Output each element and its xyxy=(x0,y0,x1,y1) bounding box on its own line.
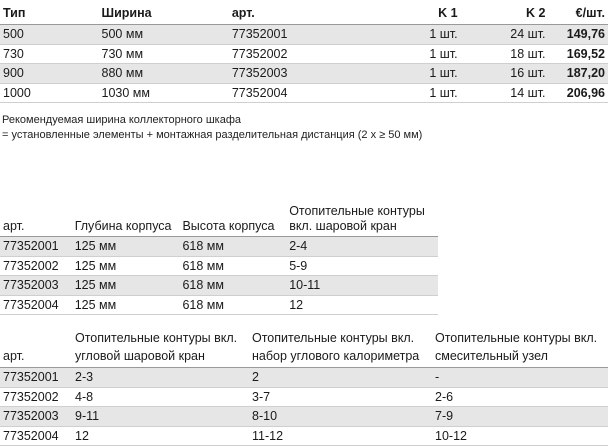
table-row xyxy=(0,426,608,446)
table-row xyxy=(0,237,438,257)
k1-cell: 1 шт. xyxy=(405,64,458,84)
height-cell: 618 мм xyxy=(182,295,289,315)
k2-cell: 24 шт. xyxy=(458,25,546,45)
dimensions-table-header xyxy=(0,204,438,237)
depth-cell: 125 мм xyxy=(75,276,183,296)
depth-cell: 125 мм xyxy=(75,237,183,257)
table-row xyxy=(0,83,608,103)
col-mixing-unit-header: Отопительные контуры вкл. смесительный узел xyxy=(435,329,608,368)
circuits-cell: 5-9 xyxy=(289,256,438,276)
price-cell: 206,96 xyxy=(545,83,608,103)
table-row xyxy=(0,276,438,296)
article-cell: 77352003 xyxy=(0,407,75,427)
col-type-header: Тип xyxy=(0,2,102,25)
k2-cell: 16 шт. xyxy=(458,64,546,84)
col-article-header: арт. xyxy=(0,329,75,368)
mixing-unit-cell: 7-9 xyxy=(435,407,608,427)
article-cell: 77352002 xyxy=(0,256,75,276)
circuits-cell: 12 xyxy=(289,295,438,315)
col-k2-header: K 2 xyxy=(458,2,546,25)
dimensions-table xyxy=(0,204,438,315)
angle-valve-cell: 4-8 xyxy=(75,387,252,407)
calorimeter-cell: 2 xyxy=(252,368,435,388)
price-table xyxy=(0,2,608,103)
article-cell: 77352002 xyxy=(232,44,405,64)
price-cell: 169,52 xyxy=(545,44,608,64)
table-row xyxy=(0,64,608,84)
col-article-header: арт. xyxy=(232,2,405,25)
table-row xyxy=(0,256,438,276)
col-calorimeter-header: Отопительные контуры вкл. набор углового калориметра xyxy=(252,329,435,368)
col-angle-ball-valve-header: Отопительные контуры вкл. угловой шаровой кран xyxy=(75,329,252,368)
article-cell: 77352001 xyxy=(0,237,75,257)
table-row xyxy=(0,44,608,64)
table-row xyxy=(0,295,438,315)
k1-cell: 1 шт. xyxy=(405,25,458,45)
table-row xyxy=(0,387,608,407)
table-row xyxy=(0,407,608,427)
article-cell: 77352004 xyxy=(232,83,405,103)
mixing-unit-cell: 2-6 xyxy=(435,387,608,407)
circuits-cell: 2-4 xyxy=(289,237,438,257)
width-note-formula: = установленные элементы + монтажная разделительная дистанция (2 x ≥ 50 мм) xyxy=(2,129,423,141)
article-cell: 77352001 xyxy=(232,25,405,45)
depth-cell: 125 мм xyxy=(75,256,183,276)
calorimeter-cell: 8-10 xyxy=(252,407,435,427)
angle-valve-cell: 12 xyxy=(75,426,252,446)
width-note-title: Рекомендуемая ширина коллекторного шкафа xyxy=(2,114,242,126)
depth-cell: 125 мм xyxy=(75,295,183,315)
k1-cell: 1 шт. xyxy=(405,83,458,103)
type-cell: 730 xyxy=(0,44,102,64)
k1-cell: 1 шт. xyxy=(405,44,458,64)
height-cell: 618 мм xyxy=(182,256,289,276)
col-width-header: Ширина xyxy=(102,2,232,25)
mixing-unit-cell: 10-12 xyxy=(435,426,608,446)
height-cell: 618 мм xyxy=(182,237,289,257)
width-cell: 1030 мм xyxy=(102,83,232,103)
article-cell: 77352003 xyxy=(0,276,75,296)
article-cell: 77352004 xyxy=(0,295,75,315)
circuits-table xyxy=(0,329,608,446)
article-cell: 77352003 xyxy=(232,64,405,84)
calorimeter-cell: 3-7 xyxy=(252,387,435,407)
calorimeter-cell: 11-12 xyxy=(252,426,435,446)
angle-valve-cell: 2-3 xyxy=(75,368,252,388)
table-row xyxy=(0,25,608,45)
article-cell: 77352002 xyxy=(0,387,75,407)
type-cell: 500 xyxy=(0,25,102,45)
col-price-header: €/шт. xyxy=(545,2,608,25)
article-cell: 77352004 xyxy=(0,426,75,446)
table-row xyxy=(0,368,608,388)
k2-cell: 18 шт. xyxy=(458,44,546,64)
mixing-unit-cell: - xyxy=(435,368,608,388)
type-cell: 1000 xyxy=(0,83,102,103)
price-cell: 187,20 xyxy=(545,64,608,84)
price-cell: 149,76 xyxy=(545,25,608,45)
height-cell: 618 мм xyxy=(182,276,289,296)
k2-cell: 14 шт. xyxy=(458,83,546,103)
width-cell: 880 мм xyxy=(102,64,232,84)
col-k1-header: K 1 xyxy=(405,2,458,25)
col-article-header: арт. xyxy=(0,204,75,237)
price-table-header xyxy=(0,2,608,25)
col-depth-header: Глубина корпуса xyxy=(75,204,183,237)
circuits-cell: 10-11 xyxy=(289,276,438,296)
width-cell: 500 мм xyxy=(102,25,232,45)
article-cell: 77352001 xyxy=(0,368,75,388)
width-cell: 730 мм xyxy=(102,44,232,64)
circuits-table-header xyxy=(0,329,608,368)
type-cell: 900 xyxy=(0,64,102,84)
col-height-header: Высота корпуса xyxy=(182,204,289,237)
col-circuits-ball-valve-header: Отопительные контуры вкл. шаровой кран xyxy=(289,204,438,237)
angle-valve-cell: 9-11 xyxy=(75,407,252,427)
